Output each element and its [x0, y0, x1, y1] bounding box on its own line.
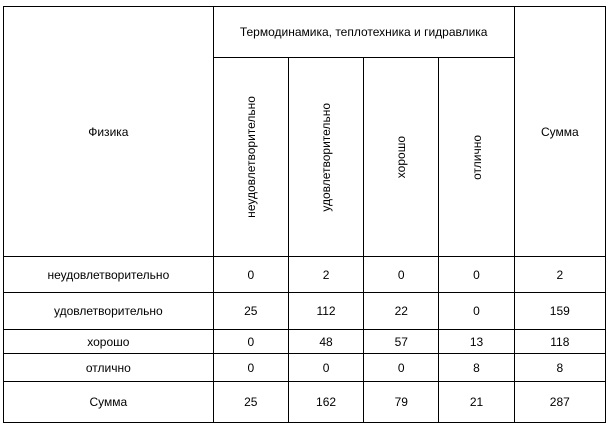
- column-category-label: неудовлетворительно: [243, 96, 258, 218]
- table-cell: 22: [364, 293, 439, 330]
- table-cell: 0: [439, 293, 514, 330]
- total-column-header: Сумма: [514, 7, 605, 257]
- table-cell: 0: [439, 257, 514, 293]
- row-total-cell: 8: [514, 354, 605, 382]
- header-row-title: [4, 7, 606, 58]
- column-category-header: [213, 58, 288, 257]
- row-label: хорошо: [4, 330, 214, 354]
- column-variable-header: Термодинамика, теплотехника и гидравлика: [213, 7, 514, 58]
- row-total-cell: 159: [514, 293, 605, 330]
- table-cell: 2: [288, 257, 363, 293]
- column-category-header: [364, 58, 439, 257]
- totals-row: [4, 382, 606, 423]
- grand-total-cell: 287: [514, 382, 605, 423]
- table-cell: 0: [213, 257, 288, 293]
- row-label: отлично: [4, 354, 214, 382]
- table-cell: 8: [439, 354, 514, 382]
- table-cell: 0: [364, 354, 439, 382]
- totals-row-label: Сумма: [4, 382, 214, 423]
- table-cell: 48: [288, 330, 363, 354]
- column-category-label: отлично: [469, 134, 484, 180]
- table-cell: 0: [288, 354, 363, 382]
- row-variable-header: Физика: [4, 7, 214, 257]
- table-row: [4, 330, 606, 354]
- row-total-cell: 2: [514, 257, 605, 293]
- row-label: неудовлетворительно: [4, 257, 214, 293]
- table-cell: 13: [439, 330, 514, 354]
- table-cell: 0: [213, 354, 288, 382]
- table-row: [4, 257, 606, 293]
- row-label: удовлетворительно: [4, 293, 214, 330]
- column-category-label: удовлетворительно: [319, 102, 334, 212]
- table-row: [4, 293, 606, 330]
- column-total-cell: 162: [288, 382, 363, 423]
- table-cell: 57: [364, 330, 439, 354]
- column-category-label: хорошо: [394, 135, 409, 179]
- row-total-cell: 118: [514, 330, 605, 354]
- column-total-cell: 25: [213, 382, 288, 423]
- column-total-cell: 79: [364, 382, 439, 423]
- column-total-cell: 21: [439, 382, 514, 423]
- column-category-header: [439, 58, 514, 257]
- table-cell: 25: [213, 293, 288, 330]
- column-category-header: [288, 58, 363, 257]
- table-cell: 112: [288, 293, 363, 330]
- table-row: [4, 354, 606, 382]
- contingency-table: [3, 6, 606, 423]
- table-cell: 0: [364, 257, 439, 293]
- table-cell: 0: [213, 330, 288, 354]
